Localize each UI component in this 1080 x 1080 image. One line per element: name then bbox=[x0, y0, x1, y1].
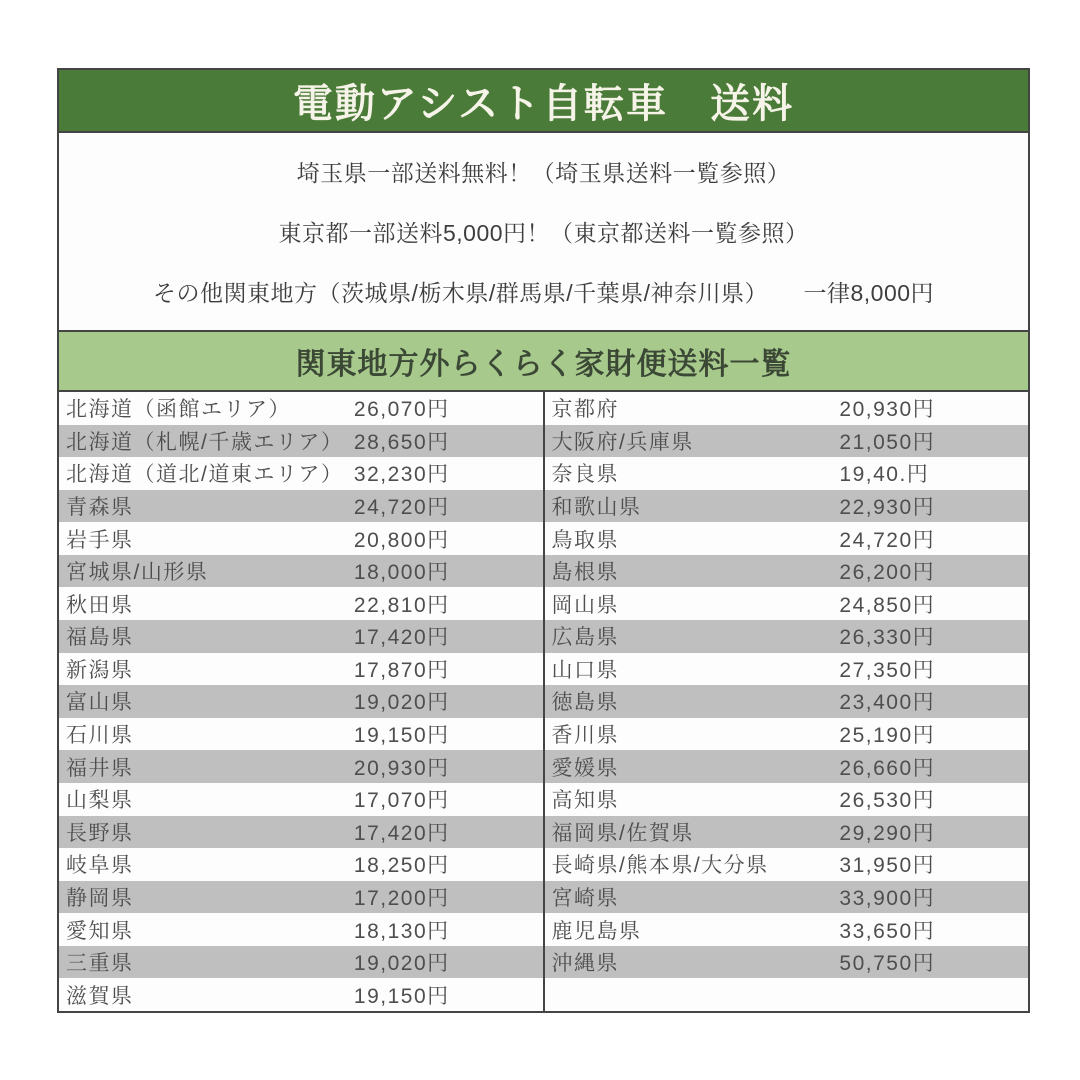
region-cell: 静岡県 bbox=[66, 886, 134, 910]
table-row bbox=[59, 457, 543, 490]
price-cell: 18,250円 bbox=[353, 854, 450, 878]
table-row bbox=[545, 685, 1029, 718]
table-title: 関東地方外らくらく家財便送料一覧 bbox=[295, 348, 792, 381]
price-cell: 50,750円 bbox=[839, 952, 936, 976]
table-row bbox=[59, 620, 543, 653]
region-cell: 新潟県 bbox=[66, 658, 134, 682]
price-cell: 24,850円 bbox=[839, 593, 936, 617]
table-row bbox=[545, 913, 1029, 946]
price-cell: 24,720円 bbox=[353, 496, 450, 520]
region-cell: 広島県 bbox=[551, 626, 619, 650]
region-cell: 滋賀県 bbox=[66, 984, 134, 1008]
region-cell: 愛知県 bbox=[66, 919, 134, 943]
region-cell: 山口県 bbox=[551, 658, 619, 682]
region-cell: 青森県 bbox=[66, 496, 134, 520]
price-cell: 22,810円 bbox=[353, 593, 450, 617]
region-cell: 富山県 bbox=[66, 691, 134, 715]
table-row bbox=[545, 718, 1029, 751]
region-cell: 福井県 bbox=[66, 756, 134, 780]
table-row bbox=[545, 946, 1029, 979]
region-cell: 宮城県/山形県 bbox=[66, 561, 209, 585]
table-title-bar bbox=[59, 332, 1028, 392]
region-cell: 徳島県 bbox=[551, 691, 619, 715]
price-cell: 26,200円 bbox=[839, 561, 936, 585]
price-cell: 33,650円 bbox=[839, 919, 936, 943]
page-title: 電動アシスト自転車 送料 bbox=[292, 82, 795, 126]
region-cell: 長崎県/熊本県/大分県 bbox=[551, 854, 769, 878]
price-cell: 19,150円 bbox=[353, 984, 450, 1008]
region-cell: 北海道（札幌/千歳エリア） bbox=[66, 430, 344, 454]
region-cell: 秋田県 bbox=[66, 593, 134, 617]
price-cell: 29,290円 bbox=[839, 821, 936, 845]
table-row bbox=[59, 978, 543, 1011]
region-cell: 岩手県 bbox=[66, 528, 134, 552]
price-cell: 17,070円 bbox=[353, 789, 450, 813]
price-cell: 19,020円 bbox=[353, 691, 450, 715]
price-cell: 27,350円 bbox=[839, 658, 936, 682]
region-cell: 鳥取県 bbox=[551, 528, 619, 552]
price-cell: 22,930円 bbox=[839, 496, 936, 520]
info-line-kanto-other: その他関東地方（茨城県/栃木県/群馬県/千葉県/神奈川県） 一律8,000円 bbox=[152, 280, 935, 307]
shipping-fee-table bbox=[59, 392, 1028, 1011]
table-row bbox=[545, 555, 1029, 588]
table-row bbox=[59, 587, 543, 620]
table-row bbox=[545, 620, 1029, 653]
table-row bbox=[59, 522, 543, 555]
price-cell: 19,40.円 bbox=[839, 463, 930, 487]
table-row bbox=[545, 457, 1029, 490]
region-cell: 北海道（道北/道東エリア） bbox=[66, 463, 344, 487]
table-row bbox=[545, 490, 1029, 523]
table-row bbox=[59, 783, 543, 816]
table-right-column bbox=[543, 392, 1029, 1011]
price-cell: 24,720円 bbox=[839, 528, 936, 552]
price-cell: 26,660円 bbox=[839, 756, 936, 780]
table-row bbox=[59, 718, 543, 751]
table-row bbox=[545, 587, 1029, 620]
region-cell: 鹿児島県 bbox=[551, 919, 642, 943]
price-cell: 21,050円 bbox=[839, 430, 936, 454]
price-cell: 18,130円 bbox=[353, 919, 450, 943]
table-row bbox=[545, 783, 1029, 816]
region-cell: 岐阜県 bbox=[66, 854, 134, 878]
info-line-saitama: 埼玉県一部送料無料！（埼玉県送料一覧参照） bbox=[296, 159, 791, 186]
table-row bbox=[59, 848, 543, 881]
table-row bbox=[545, 750, 1029, 783]
table-row bbox=[59, 946, 543, 979]
region-cell: 宮崎県 bbox=[551, 886, 619, 910]
price-cell: 32,230円 bbox=[353, 463, 450, 487]
region-cell: 京都府 bbox=[551, 398, 619, 422]
table-row bbox=[59, 653, 543, 686]
price-cell: 18,000円 bbox=[353, 561, 450, 585]
price-cell: 28,650円 bbox=[353, 430, 450, 454]
table-row bbox=[545, 425, 1029, 458]
price-cell: 33,900円 bbox=[839, 886, 936, 910]
table-row bbox=[545, 978, 1029, 1011]
region-cell: 高知県 bbox=[551, 789, 619, 813]
region-cell: 島根県 bbox=[551, 561, 619, 585]
price-cell: 19,150円 bbox=[353, 724, 450, 748]
table-row bbox=[545, 816, 1029, 849]
price-cell: 23,400円 bbox=[839, 691, 936, 715]
table-row bbox=[59, 425, 543, 458]
table-row bbox=[59, 816, 543, 849]
table-row bbox=[545, 522, 1029, 555]
table-left-column bbox=[59, 392, 543, 1011]
price-cell: 20,930円 bbox=[839, 398, 936, 422]
table-row bbox=[59, 490, 543, 523]
price-cell: 26,330円 bbox=[839, 626, 936, 650]
region-cell: 岡山県 bbox=[551, 593, 619, 617]
price-cell: 17,200円 bbox=[353, 886, 450, 910]
price-cell: 17,420円 bbox=[353, 626, 450, 650]
region-cell: 奈良県 bbox=[551, 463, 619, 487]
price-cell: 31,950円 bbox=[839, 854, 936, 878]
table-row bbox=[545, 653, 1029, 686]
price-cell: 19,020円 bbox=[353, 952, 450, 976]
price-cell: 17,420円 bbox=[353, 821, 450, 845]
price-cell: 26,070円 bbox=[353, 398, 450, 422]
table-row bbox=[59, 555, 543, 588]
page-title-bar bbox=[59, 70, 1028, 133]
region-cell: 石川県 bbox=[66, 724, 134, 748]
table-row bbox=[545, 881, 1029, 914]
region-cell: 福島県 bbox=[66, 626, 134, 650]
price-cell: 20,800円 bbox=[353, 528, 450, 552]
table-row bbox=[59, 913, 543, 946]
price-cell: 20,930円 bbox=[353, 756, 450, 780]
region-cell: 和歌山県 bbox=[551, 496, 642, 520]
region-cell: 三重県 bbox=[66, 952, 134, 976]
table-row bbox=[59, 392, 543, 425]
price-cell: 26,530円 bbox=[839, 789, 936, 813]
table-row bbox=[545, 848, 1029, 881]
table-row bbox=[59, 685, 543, 718]
region-cell: 大阪府/兵庫県 bbox=[551, 430, 694, 454]
region-cell: 愛媛県 bbox=[551, 756, 619, 780]
info-line-tokyo: 東京都一部送料5,000円！（東京都送料一覧参照） bbox=[278, 219, 809, 246]
table-row bbox=[59, 750, 543, 783]
region-cell: 福岡県/佐賀県 bbox=[551, 821, 694, 845]
table-row bbox=[59, 881, 543, 914]
region-cell: 長野県 bbox=[66, 821, 134, 845]
price-cell: 25,190円 bbox=[839, 724, 936, 748]
info-section bbox=[59, 133, 1028, 332]
region-cell: 山梨県 bbox=[66, 789, 134, 813]
region-cell: 沖縄県 bbox=[551, 952, 619, 976]
region-cell: 香川県 bbox=[551, 724, 619, 748]
price-cell: 17,870円 bbox=[353, 658, 450, 682]
region-cell: 北海道（函館エリア） bbox=[66, 398, 291, 422]
shipping-fee-notice bbox=[57, 68, 1030, 1013]
table-row bbox=[545, 392, 1029, 425]
